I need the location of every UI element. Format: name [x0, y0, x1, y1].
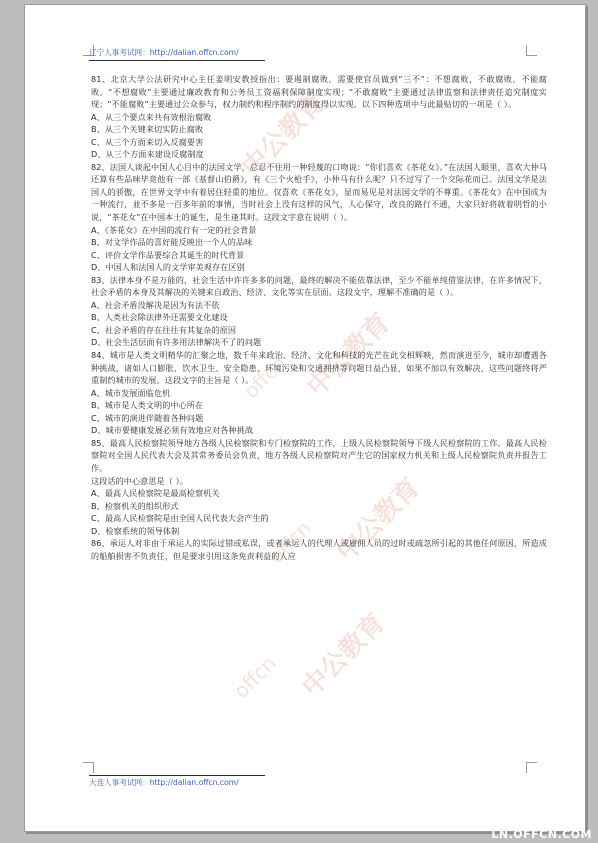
answer-option: B、对文学作品的喜好能反映出一个人的品味: [91, 237, 253, 248]
answer-option: B、城市是人类文明的中心所在: [91, 400, 204, 411]
answer-option: C、评价文学作品要综合其诞生的时代背景: [91, 249, 245, 260]
footer-rule: [89, 775, 265, 776]
answer-option: C、城市的演进伴随着各种问题: [91, 412, 204, 423]
watermark-logo: offcn: [238, 350, 291, 404]
watermark-logo: offcn: [228, 650, 281, 704]
question-stem: 81、北京大学公法研究中心主任姜明安教授指出：要遏制腐败，需要使官员做到“三不”：不想腐败，不敢腐败，不能腐败。“不想腐败”主要通过廉政教育和公务员工资福利保障制度实现；“不敢腐败”主要通过法律监察和法律责任追究制度实现；“不能腐败”主要通过公众参与，权力制约和程序制约的制度得以实现。以下四种选项中与此最贴切的一项是（ ）。: [91, 74, 547, 110]
brand-logo: LN.OFFCN.COM: [491, 828, 592, 841]
answer-option: A、社会矛盾没解决是因为有法不依: [91, 299, 220, 310]
watermark-logo: 中公教育: [331, 472, 427, 568]
watermark-logo: 中公教育: [296, 607, 392, 703]
answer-option: B、从三个关键来切实防止腐败: [91, 124, 204, 135]
corner-mark: [83, 762, 94, 773]
answer-option: A、城市发展面临危机: [91, 387, 171, 398]
question-prompt: 这段话的中心意思是（ ）。: [91, 475, 188, 486]
answer-option: C、最高人民检察院是由全国人民代表大会产生的: [91, 513, 269, 524]
answer-option: D、从三个方面来建设反腐制度: [91, 149, 204, 160]
corner-mark: [526, 45, 537, 56]
header-rule: [89, 60, 265, 61]
question-stem: 83、法律本身不是万能的，社会生活中许许多多的问题，最终的解决不能依靠法律，至少不能单纯借鉴法律，在许多情况下，社会矛盾的本身及其解决的关键来自政治、经济、文化等实在层面。这段文字，理解不准确的是（ ）。: [91, 274, 547, 298]
corner-mark: [526, 762, 537, 773]
answer-option: D、城市要健康发展必须有效地应对各种挑战: [91, 425, 254, 436]
answer-option: D、中国人和法国人的文学审美观存在区别: [91, 262, 245, 273]
question-stem: 86、承运人对非由于承运人的实际过错或私误，或者承运人的代理人或雇佣人员的过时或疏忽所引起的其他任何原因，所造成的船舶损害不负责任，但是要求引用这条免责利益的人应: [91, 538, 547, 561]
answer-option: A、最高人民检察院是最高检察机关: [91, 488, 220, 499]
question-stem: 84、城市是人类文明精华的汇聚之地，数千年来政治、经济、文化和科技的光芒在此交相辉映，然而演进至今，城市却遭遇各种挑战，诸如人口膨胀、饮水卫生、安全隐患、环境污染和交通拥挤等问题日益凸显，如果不加以有效解决，这些问题终将严重制约城市的发展。这段文字的主旨是（ ）。: [91, 350, 547, 386]
watermark-logo: 中公教育: [301, 307, 397, 403]
document-page: [24, 4, 586, 832]
watermark-logo: offcn: [263, 515, 316, 569]
answer-option: B、检察机关的组织形式: [91, 500, 179, 511]
answer-option: B、人类社会除法律外还需要文化建设: [91, 312, 228, 323]
answer-option: C、从三个方面来切入反腐要害: [91, 136, 204, 147]
question-list: [91, 73, 547, 562]
page-header[interactable]: 辽宁人事考试网：http://dalian.offcn.com/: [89, 48, 239, 57]
question-stem: 85、最高人民检察院领导地方各级人民检察院和专门检察院的工作，上级人民检察院领导下级人民检察院的工作。最高人民检察院对全国人民代表大会及其常务委员会负责，地方各级人民检察院对产生它的国家权力机关和上级人民检察院负责并报告工作。: [91, 437, 547, 473]
answer-option: A、从三个要点来共有效根治腐败: [91, 111, 212, 122]
question-stem: 82、法国人谈起中国人心目中的法国文学，总忍不住用一种轻蔑的口吻说：“你们喜欢《茶花女》。”在法国人眼里，喜欢大仲马还算有些品味毕竟他有一部《基督山伯爵》，有《三个火枪手》，小仲马有什么呢？只不过写了一个交际花而已。法国文学是法国人的骄傲，在世界文学中有着居住轻重的地位。仅喜欢《茶花女》，显而易见是对法国文学的不尊重。《茶花女》在中国成为一种流行，並不多是一百多年前的事情，当时社会上没有这样的风气，人心保守，改良的路行不通，大家只好将就着明哲的小说，“茶花女”在中国本土的诞生，是生逢其时。这段文字意在说明（ ）。: [91, 161, 547, 223]
answer-option: A、《茶花女》在中国的流行有一定的社会背景: [91, 224, 257, 235]
answer-option: D、社会生活层面有许多用法律解决不了的问题: [91, 337, 262, 348]
answer-option: C、社会矛盾的存在往往有其复杂的原因: [91, 324, 237, 335]
watermark-logo: 中公教育: [236, 87, 332, 183]
answer-option: D、检察系统的领导体制: [91, 525, 180, 536]
page-footer[interactable]: 大连人事考试网：http://dalian.offcn.com/: [89, 778, 239, 787]
